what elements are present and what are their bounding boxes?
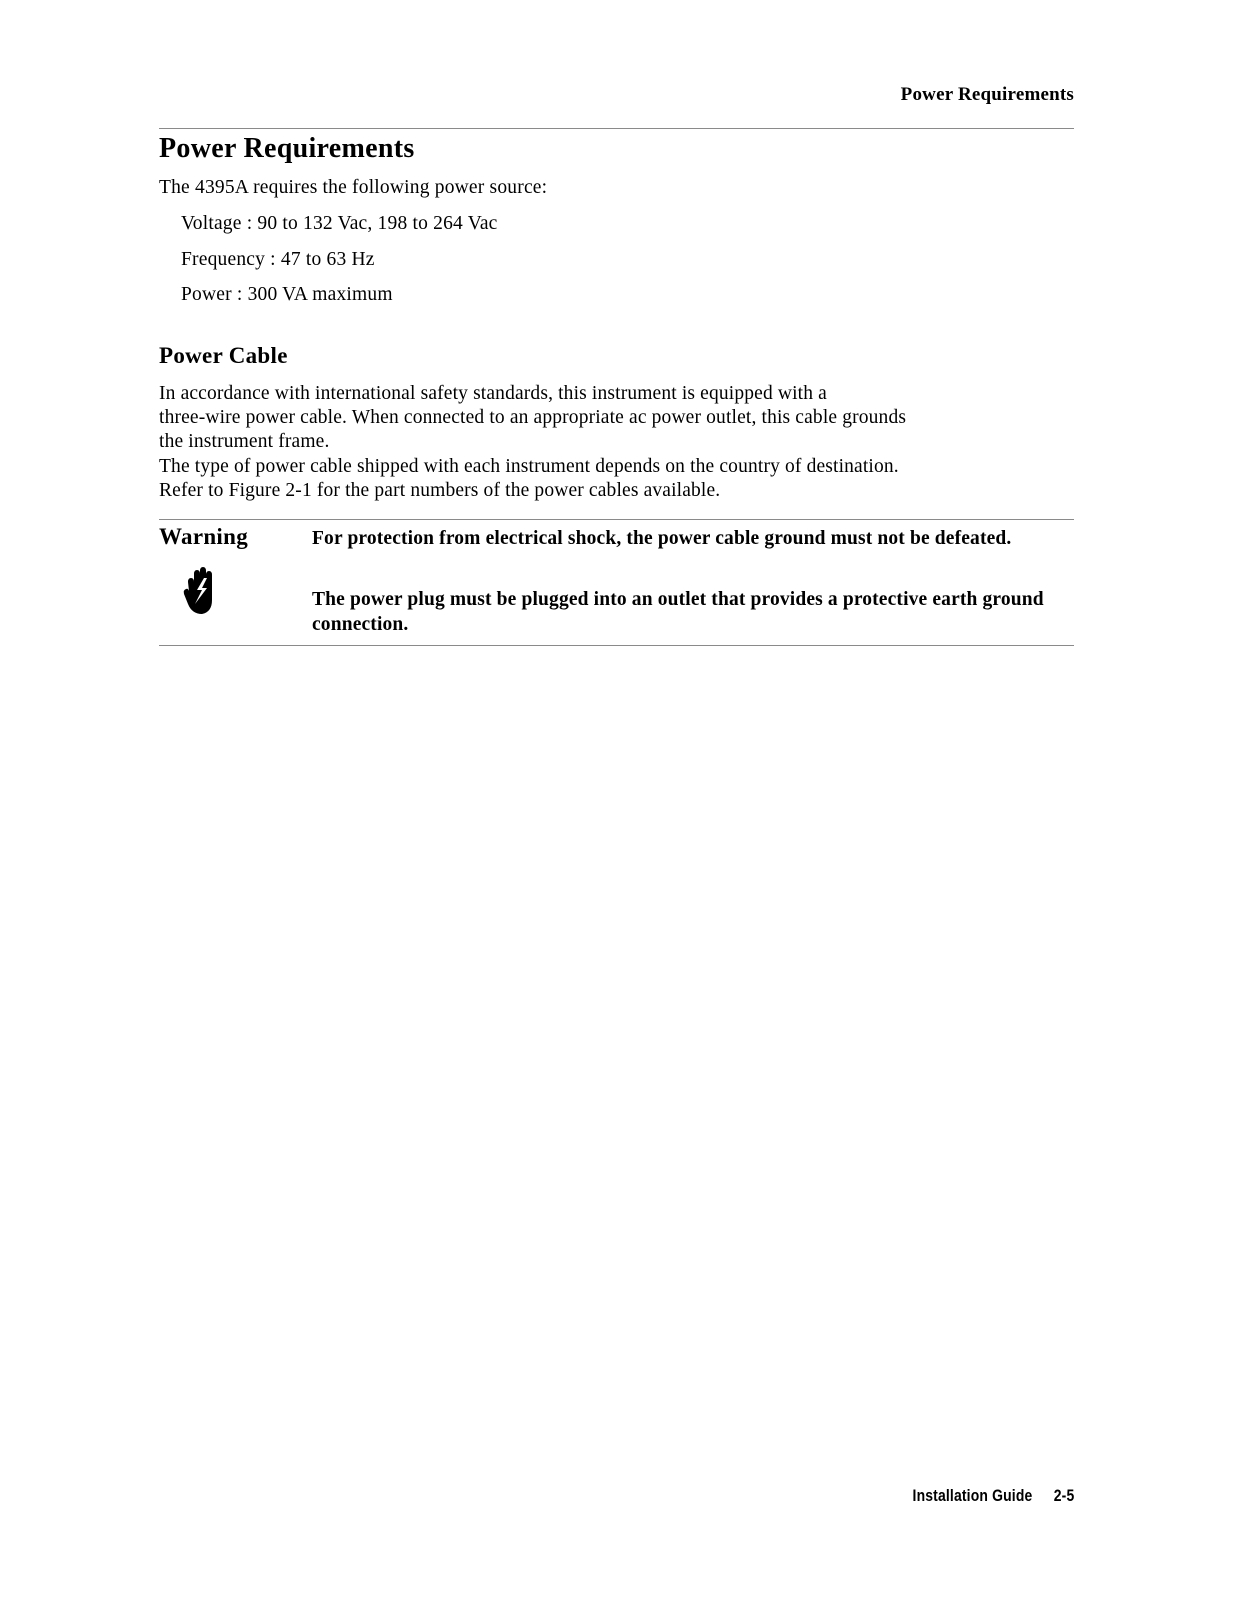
spec-frequency: Frequency : 47 to 63 Hz <box>181 249 375 270</box>
spec-power: Power : 300 VA maximum <box>181 284 393 305</box>
power-cable-heading: Power Cable <box>159 343 288 368</box>
warning-bottom-divider <box>159 645 1074 646</box>
page-title: Power Requirements <box>159 133 415 164</box>
intro-paragraph: The 4395A requires the following power source: <box>159 177 548 198</box>
body-line: The type of power cable shipped with each instrument depends on the country of destination. <box>159 455 899 477</box>
warning-text-2: The power plug must be plugged into an outlet that provides a protective earth ground connection. <box>312 589 1044 635</box>
warning-top-divider <box>159 519 1074 520</box>
running-header: Power Requirements <box>900 84 1074 105</box>
warning-label: Warning <box>159 524 249 549</box>
power-cable-body <box>159 382 1074 503</box>
shock-hazard-hand-icon <box>183 566 217 616</box>
footer-page-number: 2-5 <box>1053 1486 1074 1505</box>
body-line: the instrument frame. <box>159 431 330 453</box>
body-line: three-wire power cable. When connected to an appropriate ac power outlet, this cable grounds <box>159 407 907 429</box>
page-footer <box>912 1486 1074 1506</box>
footer-guide-title: Installation Guide <box>912 1486 1033 1505</box>
body-line: Refer to Figure 2-1 for the part numbers of the power cables available. <box>159 479 721 501</box>
header-divider <box>159 128 1074 129</box>
body-line: In accordance with international safety standards, this instrument is equipped with a <box>159 383 827 404</box>
spec-voltage: Voltage : 90 to 132 Vac, 198 to 264 Vac <box>181 213 498 234</box>
warning-text-1: For protection from electrical shock, the power cable ground must not be defeated. <box>312 528 1012 549</box>
